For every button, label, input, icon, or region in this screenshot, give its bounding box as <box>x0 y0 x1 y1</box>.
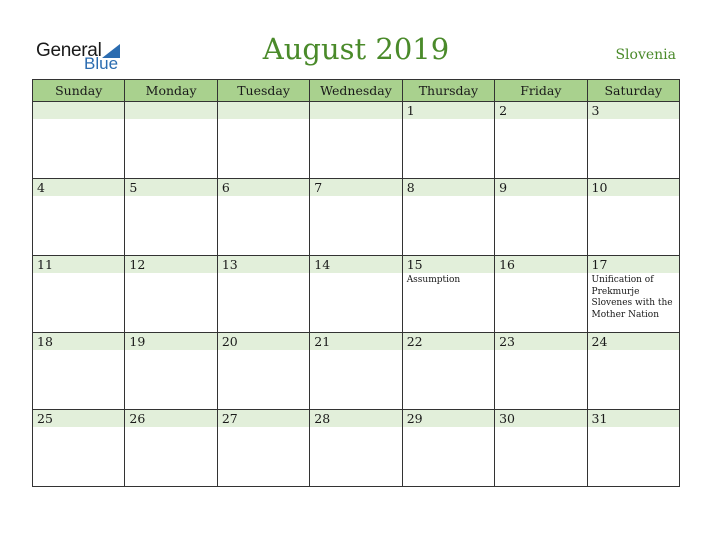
day-cell <box>217 179 309 256</box>
week-row <box>33 102 680 179</box>
day-band <box>33 179 124 196</box>
day-cell <box>310 179 402 256</box>
day-cell <box>217 102 309 179</box>
day-cell <box>33 102 125 179</box>
day-cell <box>587 179 679 256</box>
day-cell <box>33 333 125 410</box>
day-number: 21 <box>314 334 331 349</box>
weekday-header: Friday <box>495 80 587 102</box>
day-number: 22 <box>406 334 423 349</box>
day-band <box>403 102 494 119</box>
weekday-header: Wednesday <box>310 80 402 102</box>
day-cell <box>125 410 217 487</box>
day-cell <box>125 179 217 256</box>
day-number: 26 <box>129 411 146 426</box>
day-number: 10 <box>591 180 608 195</box>
day-number: 18 <box>37 334 53 349</box>
day-number: 25 <box>37 411 53 426</box>
day-cell <box>495 410 587 487</box>
weekday-header: Monday <box>125 80 217 102</box>
day-band <box>310 179 401 196</box>
day-band <box>218 102 309 119</box>
day-cell <box>125 256 217 333</box>
day-cell <box>310 410 402 487</box>
weekday-header: Sunday <box>33 80 125 102</box>
day-band <box>588 102 679 119</box>
day-number: 24 <box>591 334 608 349</box>
day-number: 20 <box>221 334 238 349</box>
day-cell <box>402 410 494 487</box>
week-row <box>33 256 680 333</box>
weekday-header-row <box>33 80 680 102</box>
day-cell <box>587 256 679 333</box>
day-cell <box>310 333 402 410</box>
day-number: 8 <box>406 180 415 195</box>
day-number: 12 <box>129 257 146 272</box>
weekday-header: Tuesday <box>217 80 309 102</box>
day-number: 27 <box>221 411 238 426</box>
logo-text-blue: Blue <box>84 54 119 73</box>
day-cell <box>495 179 587 256</box>
day-cell <box>33 256 125 333</box>
day-number: 28 <box>314 411 331 426</box>
day-cell <box>125 333 217 410</box>
day-number: 5 <box>129 180 138 195</box>
logo-text-general: General <box>36 40 102 61</box>
day-cell <box>495 256 587 333</box>
holiday-label: Unification of Prekmurje Slovenes with the Mother Nation <box>591 275 673 320</box>
day-number: 23 <box>499 334 516 349</box>
day-band <box>125 179 216 196</box>
day-cell <box>587 102 679 179</box>
day-number: 6 <box>221 180 230 195</box>
day-cell <box>217 410 309 487</box>
day-cell <box>402 256 494 333</box>
day-number: 14 <box>314 257 331 272</box>
country-label: Slovenia <box>615 47 676 63</box>
day-number: 30 <box>499 411 516 426</box>
day-number: 15 <box>406 257 423 272</box>
day-band <box>495 179 586 196</box>
day-number: 3 <box>591 103 600 118</box>
weekday-header: Thursday <box>402 80 494 102</box>
day-cell <box>402 179 494 256</box>
day-number: 19 <box>129 334 146 349</box>
day-cell <box>402 333 494 410</box>
day-cell <box>587 333 679 410</box>
weekday-header: Saturday <box>587 80 679 102</box>
day-band <box>403 179 494 196</box>
day-cell <box>33 179 125 256</box>
calendar-title: August 2019 <box>262 32 450 66</box>
day-number: 4 <box>37 180 45 195</box>
day-number: 7 <box>314 180 323 195</box>
day-number: 2 <box>499 103 508 118</box>
week-row <box>33 333 680 410</box>
day-cell <box>217 256 309 333</box>
day-cell <box>310 256 402 333</box>
day-number: 16 <box>499 257 516 272</box>
day-cell <box>402 102 494 179</box>
day-cell <box>310 102 402 179</box>
day-number: 9 <box>499 180 508 195</box>
day-cell <box>33 410 125 487</box>
day-number: 29 <box>406 411 423 426</box>
day-band <box>33 102 124 119</box>
day-cell <box>587 410 679 487</box>
day-band <box>218 179 309 196</box>
week-row <box>33 179 680 256</box>
day-band <box>495 102 586 119</box>
day-cell <box>495 333 587 410</box>
holiday-label: Assumption <box>406 275 461 285</box>
day-number: 17 <box>591 257 608 272</box>
day-number: 1 <box>406 103 415 118</box>
day-cell <box>125 102 217 179</box>
day-band <box>125 102 216 119</box>
day-number: 13 <box>221 257 238 272</box>
day-number: 31 <box>591 411 608 426</box>
day-band <box>310 102 401 119</box>
day-cell <box>217 333 309 410</box>
calendar-grid <box>32 79 680 487</box>
day-cell <box>495 102 587 179</box>
week-row <box>33 410 680 487</box>
day-number: 11 <box>37 257 53 272</box>
